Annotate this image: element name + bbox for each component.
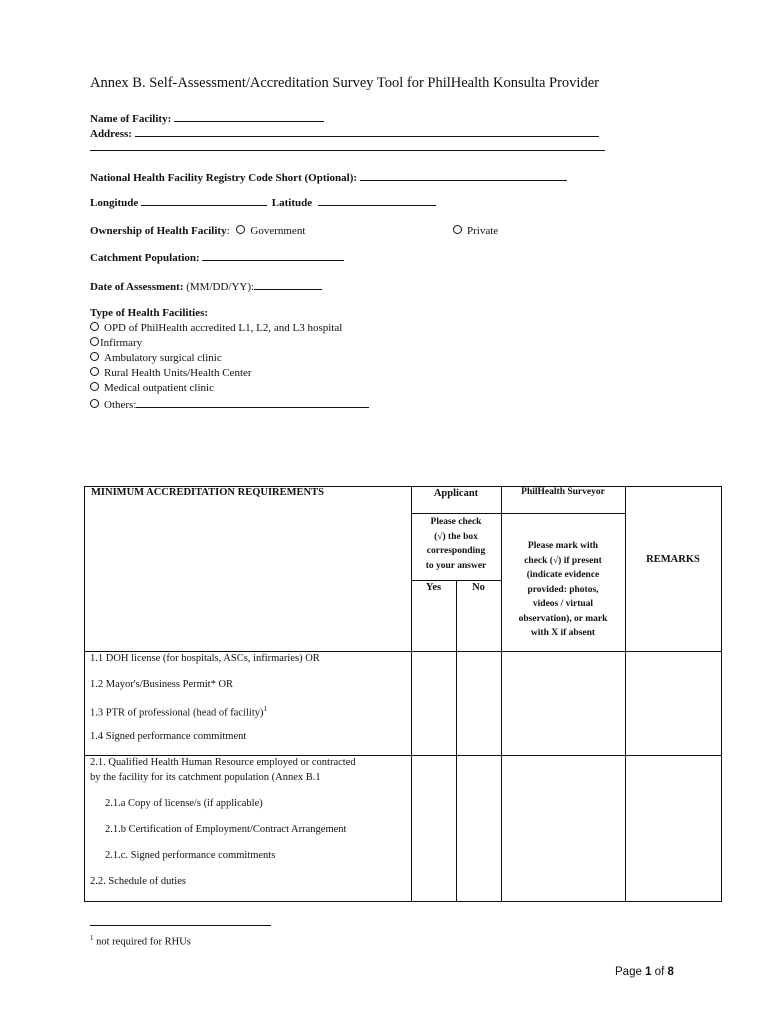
footnote-text: not required for RHUs — [96, 936, 191, 948]
requirement-item: 1.1 DOH license (for hospitals, ASCs, infirmaries) OR — [90, 653, 320, 664]
header-applicant: Applicant — [433, 488, 479, 499]
header-no: No — [472, 582, 485, 593]
requirement-subitem: 2.1.b Certification of Employment/Contract Arrangement — [105, 824, 347, 835]
others-blank[interactable] — [136, 397, 369, 408]
header-requirements: MINIMUM ACCREDITATION REQUIREMENTS — [91, 487, 324, 498]
footnote-mark: 1 — [90, 934, 94, 942]
ownership-private-option — [453, 225, 498, 237]
facility-type-option — [90, 397, 369, 411]
radio-private[interactable] — [453, 225, 462, 234]
header-surveyor: PhilHealth Surveyor — [521, 487, 605, 497]
col-divider — [456, 580, 457, 901]
requirements-table — [84, 486, 722, 902]
date-label: Date of Assessment: — [90, 281, 184, 293]
facility-name-blank[interactable] — [174, 111, 324, 122]
header-yes: Yes — [425, 582, 442, 593]
address-blank-line-2[interactable] — [90, 150, 605, 151]
requirement-item: 2.2. Schedule of duties — [90, 876, 186, 887]
date-blank[interactable] — [254, 279, 322, 290]
requirement-item: 1.3 PTR of professional (head of facility)$^1$ — [90, 705, 267, 719]
coordinates-field — [90, 195, 436, 209]
radio-rhu[interactable] — [90, 367, 99, 376]
facility-types-heading: Type of Health Facilities: — [90, 307, 209, 319]
header-remarks: REMARKS — [646, 554, 700, 565]
ownership-field — [90, 225, 305, 237]
registry-code-field — [90, 170, 567, 184]
date-field — [90, 279, 322, 293]
radio-ambulatory[interactable] — [90, 352, 99, 361]
latitude-label: Latitude — [271, 197, 313, 209]
facility-name-field — [90, 111, 324, 125]
footnote — [90, 934, 191, 948]
address-label: Address: — [90, 128, 132, 140]
requirement-item-continued: by the facility for its catchment population (Annex B.1 — [90, 772, 321, 783]
ownership-label: Ownership of Health Facility — [90, 225, 227, 237]
row-divider — [85, 651, 721, 652]
radio-opd[interactable] — [90, 322, 99, 331]
ownership-colon: : — [226, 225, 230, 237]
registry-code-blank[interactable] — [360, 170, 567, 181]
longitude-label: Longitude — [90, 197, 139, 209]
facility-type-option — [90, 322, 342, 334]
radio-medical-outpatient[interactable] — [90, 382, 99, 391]
requirement-subitem: 2.1.c. Signed performance commitments — [105, 850, 276, 861]
address-field — [90, 126, 599, 140]
footnote-separator — [90, 925, 271, 926]
longitude-blank[interactable] — [141, 195, 267, 206]
date-format: (MM/DD/YY): — [186, 281, 255, 293]
row-divider — [411, 580, 501, 581]
facility-name-label: Name of Facility: — [90, 113, 172, 125]
facility-type-option — [90, 382, 214, 394]
row-divider — [85, 755, 721, 756]
facility-type-option — [90, 367, 252, 379]
radio-infirmary[interactable] — [90, 337, 99, 346]
facility-type-label: Infirmary — [100, 337, 143, 349]
latitude-blank[interactable] — [318, 195, 436, 206]
requirement-item: 2.1. Qualified Health Human Resource employed or contracted — [90, 757, 356, 768]
facility-type-label: Ambulatory surgical clinic — [104, 352, 222, 364]
page-number: Page 1 of 8 — [615, 966, 674, 978]
facility-type-label: Medical outpatient clinic — [104, 382, 214, 394]
row-divider — [411, 513, 625, 514]
catchment-blank[interactable] — [202, 250, 344, 261]
facility-type-label: Others: — [104, 399, 137, 411]
address-blank[interactable] — [135, 126, 599, 137]
footnote-marker: 1 — [263, 705, 267, 713]
radio-government[interactable] — [236, 225, 245, 234]
option-private-label: Private — [467, 225, 499, 237]
facility-type-option — [90, 337, 142, 349]
document-title: Annex B. Self-Assessment/Accreditation Survey Tool for PhilHealth Konsulta Provider — [90, 75, 599, 91]
facility-type-label: Rural Health Units/Health Center — [104, 367, 252, 379]
surveyor-instruction: Please mark with check (√) if present (indicate evidence provided: photos, videos / virtual observation), or mark with X if absent — [518, 541, 608, 638]
requirement-item: 1.4 Signed performance commitment — [90, 731, 247, 742]
applicant-instruction: Please check (√) the box corresponding to your answer — [425, 517, 487, 571]
facility-type-label: OPD of PhilHealth accredited L1, L2, and L3 hospital — [104, 322, 343, 334]
facility-type-option — [90, 352, 222, 364]
option-government-label: Government — [250, 225, 306, 237]
col-divider — [625, 487, 626, 901]
catchment-label: Catchment Population: — [90, 252, 200, 264]
requirement-item: 1.2 Mayor's/Business Permit* OR — [90, 679, 234, 690]
registry-code-label: National Health Facility Registry Code Short (Optional): — [90, 172, 358, 184]
requirement-subitem: 2.1.a Copy of license/s (if applicable) — [105, 798, 263, 809]
catchment-field — [90, 250, 344, 264]
radio-others[interactable] — [90, 399, 99, 408]
